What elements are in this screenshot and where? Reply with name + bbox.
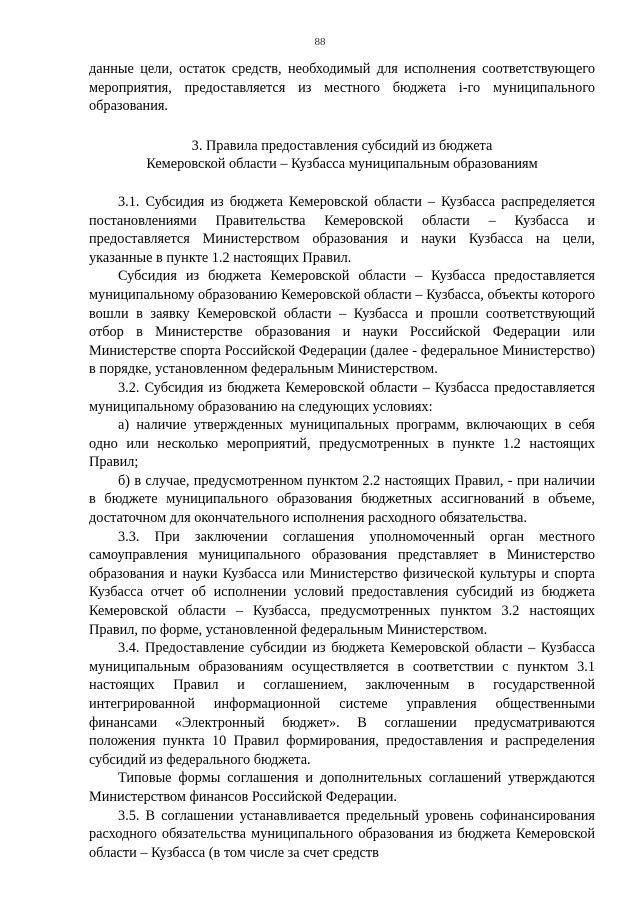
section-heading-line-1: 3. Правила предоставления субсидий из бюджета: [191, 137, 493, 154]
paragraph-3-1-cont: Субсидия из бюджета Кемеровской области – Кузбасса предоставляется муниципальному образованию Кемеровской области – Кузбасса, объекты которого вошли в заявку Кемеровской области – Кузбасса и прошли соответствующий отбор в Министерстве образования и науки Российской Федерации или Министерстве спорта Российской Федерации (далее - федеральное Министерство) в порядке, установленном федеральным Министерством.: [89, 268, 595, 378]
spacer: [89, 174, 595, 193]
section-heading: [89, 137, 595, 174]
paragraph-3-4-cont: Типовые формы соглашения и дополнительных соглашений утверждаются Министерством финансов Российской Федерации.: [89, 770, 595, 805]
page-number: 88: [314, 36, 326, 48]
paragraph-3-1: 3.1. Субсидия из бюджета Кемеровской области – Кузбасса распределяется постановлениями Правительства Кемеровской области – Кузбасса и предоставляется Министерством образования и науки Кузбасса на цели, указанные в пункте 1.2 настоящих Правил.: [89, 193, 595, 266]
section-heading-line-2: Кемеровской области – Кузбасса муниципальным образованиям: [146, 156, 538, 173]
document-body: [89, 60, 595, 862]
condition-a: а) наличие утвержденных муниципальных программ, включающих в себя одно или несколько мероприятий, предусмотренных в пункте 1.2 настоящих Правил;: [89, 417, 595, 471]
paragraph-3-2: 3.2. Субсидия из бюджета Кемеровской области – Кузбасса предоставляется муниципальному образованию на следующих условиях:: [89, 379, 595, 415]
paragraph-3-3: 3.3. При заключении соглашения уполномоченный орган местного самоуправления муниципального образования представляет в Министерство образования и науки Кузбасса или Министерство физической культуры и спорта Кузбасса отчет об исполнении условий предоставления субсидий из бюджета Кемеровской области – Кузбасса, предусмотренных пунктом 3.2 настоящих Правил, по форме, установленной федеральным Министерством.: [89, 528, 595, 638]
paragraph-3-4: 3.4. Предоставление субсидии из бюджета Кемеровской области – Кузбасса муниципальным образованиям осуществляется в соответствии с пунктом 3.1 настоящих Правил и соглашением, заключенным в государственной интегрированной информационной системе управления общественными финансами «Электронный бюджет». В соглашении предусматриваются положения пункта 10 Правил формирования, предоставления и распределения субсидий из федерального бюджета.: [89, 640, 595, 768]
intro-paragraph: данные цели, остаток средств, необходимый для исполнения соответствующего мероприятия, предоставляется из местного бюджета i-го муниципального образования.: [89, 61, 595, 115]
spacer: [89, 116, 595, 137]
condition-b: б) в случае, предусмотренном пунктом 2.2 настоящих Правил, - при наличии в бюджете муниципального образования бюджетных ассигнований в объеме, достаточном для окончательного исполнения расходного обязательства.: [89, 472, 595, 527]
paragraph-3-5: 3.5. В соглашении устанавливается предельный уровень софинансирования расходного обязательства муниципального образования из бюджета Кемеровской области – Кузбасса (в том числе за счет средств: [89, 807, 595, 861]
